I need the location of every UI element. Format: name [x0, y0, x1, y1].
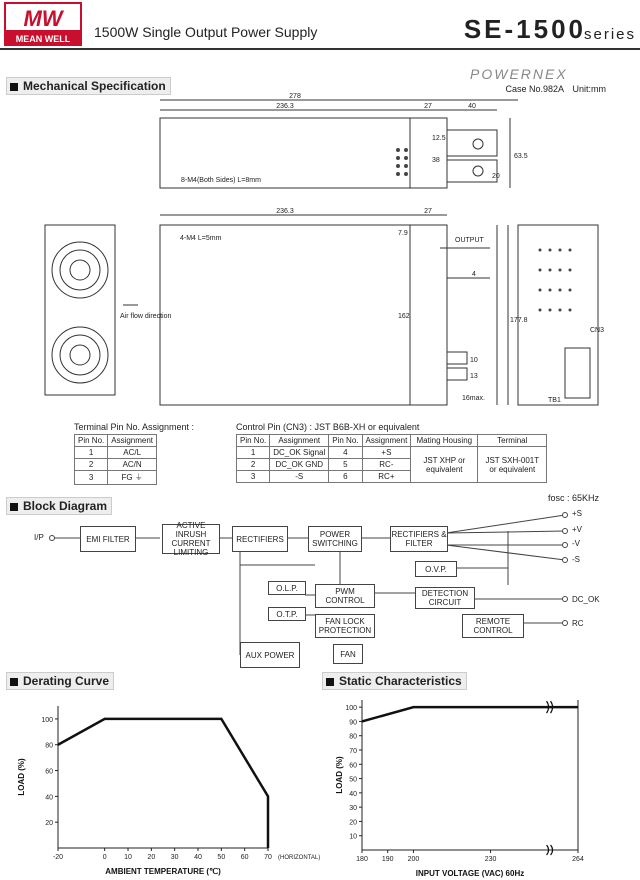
screw-bottom-note: 4-M4 L=5mm	[180, 235, 222, 242]
out-plus-s: +S	[572, 509, 583, 518]
logo-mark-icon	[6, 4, 80, 30]
brand-watermark: POWERNEX	[470, 66, 568, 82]
table-row	[237, 447, 547, 459]
out-plus-v: +V	[572, 525, 583, 534]
static-chart	[320, 688, 640, 880]
top-view-terminal	[410, 118, 447, 188]
dim-27-front: 27	[424, 208, 432, 215]
dim-40: 40	[468, 103, 476, 110]
pwm-control-block: PWM CONTROL	[315, 584, 375, 608]
fan-block: FAN	[333, 644, 363, 664]
series-label: series	[583, 26, 636, 43]
y-tick-label: 20	[45, 820, 53, 828]
inrush-block: ACTIVE INRUSH CURRENT LIMITING	[162, 524, 220, 554]
unit-label: Unit:mm	[572, 84, 606, 94]
control-cell: 2	[237, 459, 270, 471]
derating-chart	[0, 688, 320, 880]
bullet-square-icon	[326, 678, 334, 686]
terminal-table	[74, 434, 157, 485]
x-tick-label: 10	[124, 854, 132, 861]
page-subtitle: 1500W Single Output Power Supply	[94, 24, 318, 40]
olp-block: O.L.P.	[268, 581, 306, 595]
out-minus-s: -S	[572, 555, 580, 564]
control-cell: DC_OK GND	[270, 459, 329, 471]
dim-4: 4	[472, 271, 476, 278]
x-tick-label: 70	[264, 854, 272, 861]
y-tick-label: 50	[349, 776, 357, 784]
dim-7-9: 7.9	[398, 230, 408, 237]
dim-12-5: 12.5	[432, 135, 446, 142]
otp-block: O.T.P.	[268, 607, 306, 621]
x-tick-label: 60	[240, 854, 249, 861]
terminal-cell: 1	[75, 447, 108, 459]
control-cell: 6	[329, 471, 362, 483]
dim-236-top: 236.3	[276, 103, 294, 110]
rectifiers-block: RECTIFIERS	[232, 526, 288, 552]
table-row	[75, 447, 157, 459]
mechanical-drawing	[0, 90, 640, 420]
dim-236-front: 236.3	[276, 208, 294, 215]
x-axis-title: AMBIENT TEMPERATURE (℃)	[105, 867, 221, 876]
control-header: Mating Housing	[411, 435, 478, 447]
ip-label: I/P	[34, 533, 44, 542]
dim-16max: 16max.	[462, 395, 485, 402]
y-tick-label: 100	[345, 705, 357, 713]
y-tick-label: 60	[45, 768, 53, 776]
dim-38: 38	[432, 157, 440, 164]
control-cell: +S	[362, 447, 411, 459]
emi-filter-block: EMI FILTER	[80, 526, 136, 552]
rc-label: RC	[572, 619, 584, 628]
control-table	[236, 434, 547, 483]
ovp-block: O.V.P.	[415, 561, 457, 577]
y-tick-label: 90	[349, 719, 357, 727]
header-divider	[0, 48, 640, 50]
y-tick-label: 60	[349, 762, 357, 770]
x-tick-label: 30	[170, 854, 179, 861]
fosc-label: fosc : 65KHz	[548, 493, 600, 503]
x-tick-label: 50	[217, 854, 226, 861]
terminal-cell: 3	[75, 471, 108, 485]
control-header: Pin No.	[329, 435, 362, 447]
series-line	[362, 707, 578, 721]
dim-278: 278	[289, 93, 301, 100]
section-derating-title: Derating Curve	[23, 674, 110, 688]
y-tick-label: 40	[349, 790, 357, 798]
rectifiers-filter-block: RECTIFIERS & FILTER	[390, 526, 448, 552]
dim-177-8: 177.8	[510, 317, 528, 324]
terminal-header: Assignment	[108, 435, 157, 447]
x-tick-label: 40	[194, 854, 202, 861]
logo-mark: MW	[23, 6, 63, 30]
control-table-caption: Control Pin (CN3) : JST B6B-XH or equivalent	[236, 422, 420, 432]
screw-side-note: 8-M4(Both Sides) L=8mm	[181, 177, 261, 184]
y-tick-label: 30	[349, 805, 357, 813]
mating-housing-cell: JST XHP or equivalent	[411, 447, 478, 483]
terminal-table-caption: Terminal Pin No. Assignment :	[74, 422, 195, 432]
logo-text: MEAN WELL	[4, 32, 82, 46]
control-header: Assignment	[270, 435, 329, 447]
y-tick-label: 80	[349, 733, 357, 741]
terminal-cell: FG ⏚	[108, 471, 157, 485]
x-tick-label: 190	[381, 856, 394, 863]
tb1-label: TB1	[548, 397, 561, 404]
section-block-title: Block Diagram	[23, 499, 108, 513]
control-cell: RC-	[362, 459, 411, 471]
airflow-label: Air flow direction	[120, 313, 172, 320]
mean-well-logo	[4, 2, 82, 46]
control-cell: RC+	[362, 471, 411, 483]
remote-control-block: REMOTE CONTROL	[462, 614, 524, 638]
terminal-cell: AC/N	[108, 459, 157, 471]
case-number: Case No.982A	[505, 84, 564, 94]
dim-13: 13	[470, 373, 478, 380]
output-label: OUTPUT	[455, 237, 484, 244]
dim-10: 10	[470, 357, 478, 364]
control-cell: 4	[329, 447, 362, 459]
x-tick-label: 264	[572, 856, 584, 863]
logo-mark-box	[4, 2, 82, 32]
control-header: Terminal	[478, 435, 547, 447]
front-view-body	[160, 225, 410, 405]
section-static-title: Static Characteristics	[339, 674, 462, 688]
y-tick-label: 80	[45, 742, 53, 750]
dcok-label: DC_OK	[572, 595, 600, 604]
terminal-cell: AC/L	[108, 447, 157, 459]
x-tick-label: 180	[356, 856, 368, 863]
rear-view	[518, 225, 598, 405]
control-cell: 1	[237, 447, 270, 459]
dim-20: 20	[492, 173, 500, 180]
control-cell: 3	[237, 471, 270, 483]
control-header: Assignment	[362, 435, 411, 447]
control-header: Pin No.	[237, 435, 270, 447]
terminal-header: Pin No.	[75, 435, 108, 447]
section-mechanical-title: Mechanical Specification	[23, 79, 166, 93]
series-line	[58, 719, 268, 848]
x-tick-label: 200	[407, 856, 420, 863]
terminal-cell-jst: JST SXH-001T or equivalent	[478, 447, 547, 483]
y-tick-label: 40	[45, 794, 53, 802]
dim-162: 162	[398, 313, 410, 320]
control-cell: -S	[270, 471, 329, 483]
y-tick-label: 20	[349, 819, 357, 827]
x-tick-label: 0	[102, 854, 107, 861]
x-tick-label: 230	[484, 856, 497, 863]
dim-63-5: 63.5	[514, 153, 528, 160]
x-axis-note: (HORIZONTAL)	[278, 855, 320, 861]
y-axis-title: LOAD (%)	[17, 758, 26, 796]
model-title: SE-1500	[463, 14, 586, 44]
y-tick-label: 10	[349, 833, 357, 841]
x-tick-label: 20	[147, 854, 156, 861]
detection-circuit-block: DETECTION CIRCUIT	[415, 587, 475, 609]
y-tick-label: 70	[349, 748, 357, 755]
power-switching-block: POWER SWITCHING	[308, 526, 362, 552]
aux-power-block: AUX POWER	[240, 642, 300, 668]
control-cell: DC_OK Signal	[270, 447, 329, 459]
table-row	[75, 471, 157, 485]
bullet-square-icon	[10, 678, 18, 686]
y-axis-title: LOAD (%)	[335, 756, 344, 794]
out-minus-v: -V	[572, 539, 580, 548]
dim-27-top: 27	[424, 103, 432, 110]
control-cell: 5	[329, 459, 362, 471]
terminal-cell: 2	[75, 459, 108, 471]
fan-lock-block: FAN LOCK PROTECTION	[315, 614, 375, 638]
y-tick-label: 100	[41, 716, 53, 724]
x-axis-title: INPUT VOLTAGE (VAC) 60Hz	[415, 869, 525, 878]
cn3-label: CN3	[590, 327, 605, 334]
table-row	[75, 459, 157, 471]
x-tick-label: -20	[52, 854, 64, 861]
